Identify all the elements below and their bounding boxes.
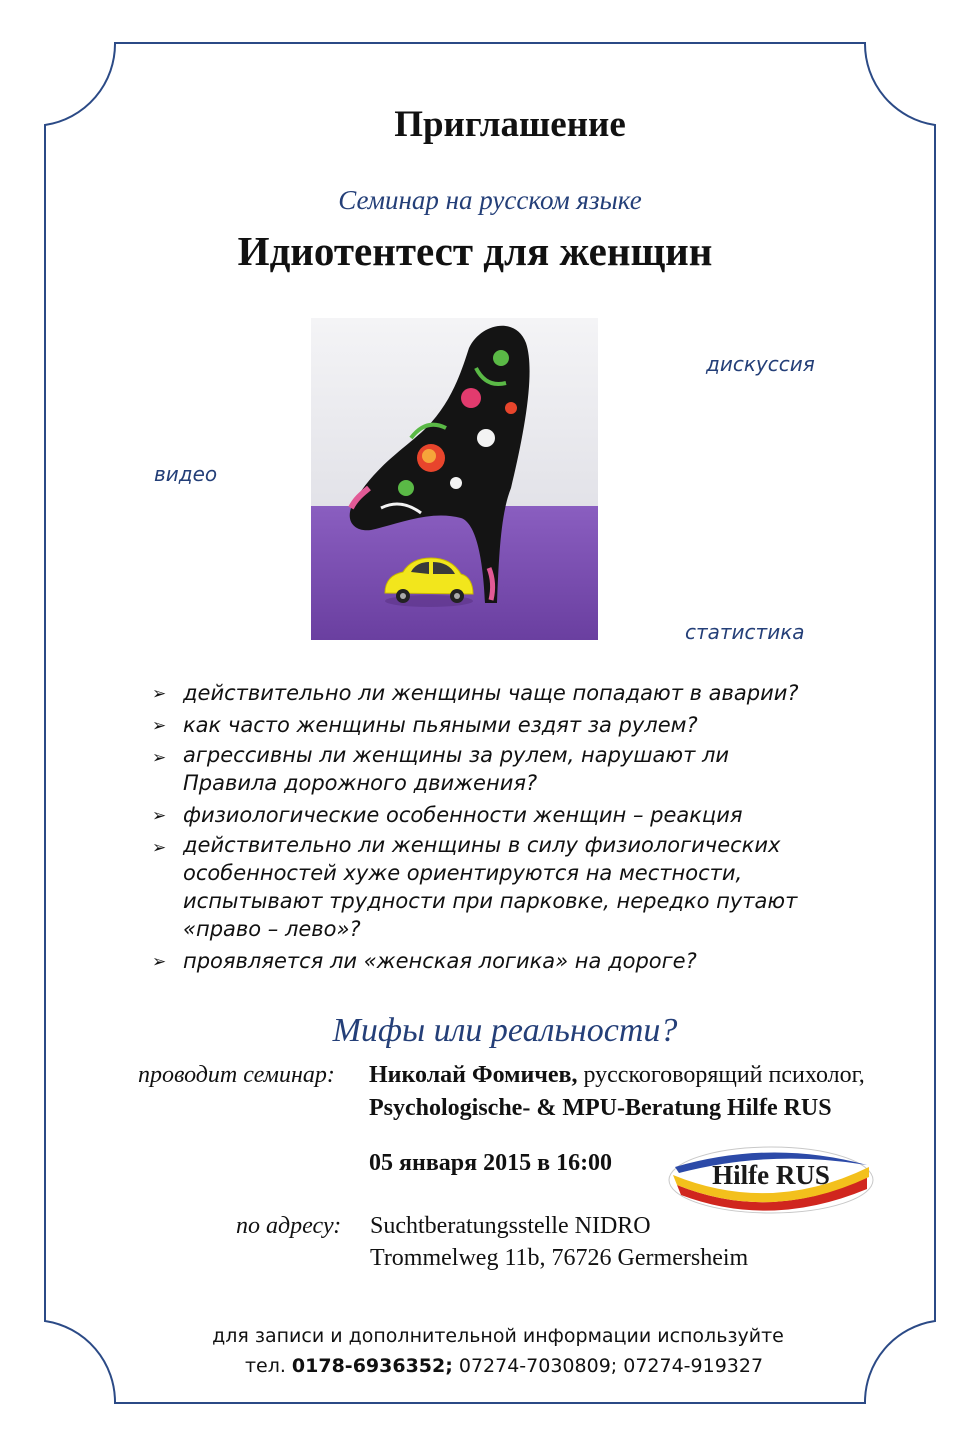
tag-video: видео xyxy=(154,462,218,486)
phone-numbers xyxy=(14,1355,980,1377)
address-label: по адресу: xyxy=(236,1213,342,1239)
logo-text: Hilfe RUS xyxy=(712,1160,830,1190)
address-line-2: Trommelweg 11b, 76726 Germersheim xyxy=(370,1245,749,1271)
list-item xyxy=(152,709,852,741)
list-item xyxy=(152,799,852,831)
question-text: как часто женщины пьяными ездят за рулем? xyxy=(183,713,698,737)
question-text: действительно ли женщины чаще попадают в аварии? xyxy=(183,681,799,705)
list-item xyxy=(152,677,852,709)
event-date: 05 января 2015 в 16:00 xyxy=(369,1150,613,1176)
list-item xyxy=(152,831,873,943)
arrow-bullet-icon: ➢ xyxy=(152,952,167,972)
question-text: физиологические особенности женщин – реакция xyxy=(183,803,743,827)
question-text: проявляется ли «женская логика» на дороге? xyxy=(183,949,697,973)
shoe-car-photo xyxy=(311,318,598,640)
list-item xyxy=(152,741,823,797)
myths-heading: Мифы или реальности? xyxy=(332,1012,678,1049)
seminar-subtitle: Семинар на русском языке xyxy=(338,185,642,215)
question-text: агрессивны ли женщины за рулем, нарушают ли Правила дорожного движения? xyxy=(183,743,730,795)
question-text: действительно ли женщины в силу физиологических особенностей хуже ориентируются на местности, испытывают трудности при парковке, нередко путают «право – лево»? xyxy=(183,833,798,941)
invitation-title: Приглашение xyxy=(394,104,626,145)
address-line-1: Suchtberatungsstelle NIDRO xyxy=(370,1213,651,1239)
arrow-bullet-icon: ➢ xyxy=(152,748,167,768)
phone-main: 0178-6936352; xyxy=(291,1355,453,1377)
phone-prefix: тел. xyxy=(244,1355,292,1377)
presenter-label: проводит семинар: xyxy=(138,1062,335,1088)
tag-statistics: статистика xyxy=(685,620,805,644)
arrow-bullet-icon: ➢ xyxy=(152,806,167,826)
seminar-title: Идиотентест для женщин xyxy=(237,228,713,274)
arrow-bullet-icon: ➢ xyxy=(152,838,167,858)
list-item xyxy=(152,945,852,977)
presenter-role: русскоговорящий психолог, xyxy=(577,1062,865,1088)
tag-discussion: дискуссия xyxy=(706,352,815,376)
question-list xyxy=(152,677,852,977)
arrow-bullet-icon: ➢ xyxy=(152,716,167,736)
presenter-name: Николай Фомичев, xyxy=(369,1062,578,1088)
arrow-bullet-icon: ➢ xyxy=(152,684,167,704)
phone-others: 07274-7030809; 07274-919327 xyxy=(452,1355,764,1377)
hilfe-rus-logo xyxy=(667,1145,875,1215)
organization-name: Psychologische- & MPU-Beratung Hilfe RUS xyxy=(369,1095,832,1121)
contact-info-text: для записи и дополнительной информации используйте xyxy=(212,1325,784,1347)
presenter-line xyxy=(369,1062,865,1089)
